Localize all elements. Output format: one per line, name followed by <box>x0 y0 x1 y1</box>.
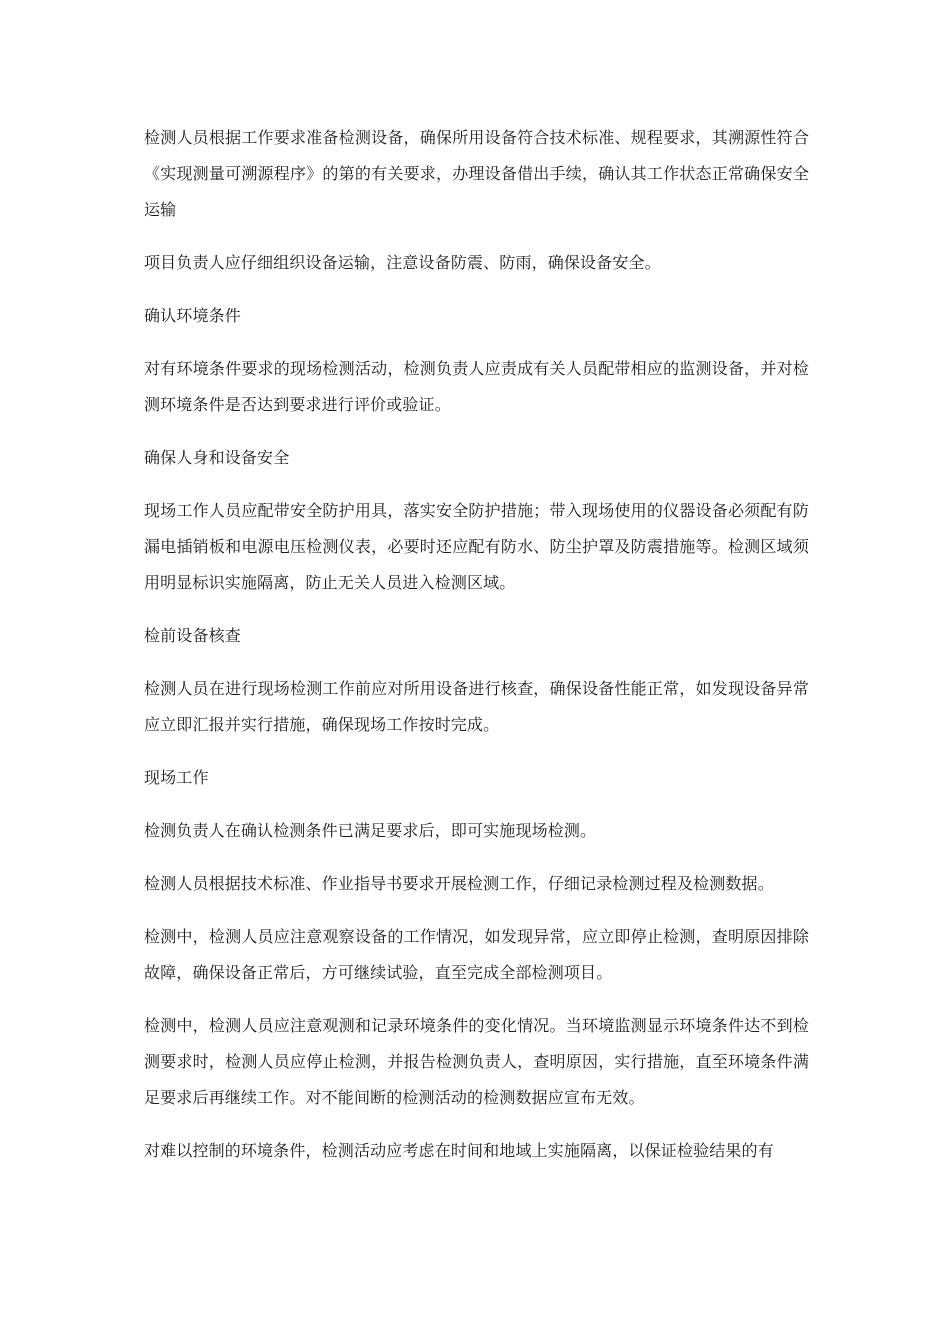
heading-field-work: 现场工作 <box>144 768 209 787</box>
paragraph-isolation: 对难以控制的环境条件，检测活动应考虑在时间和地域上实施隔离，以保证检验结果的有 <box>144 1141 774 1160</box>
paragraph-equipment-anomaly: 检测中，检测人员应注意观察设备的工作情况，如发现异常，应立即停止检测，查明原因排除故障，确保设备正常后，方可继续试验，直至完成全部检测项目。 <box>144 927 809 982</box>
heading-pre-inspection-check: 检前设备核查 <box>144 626 241 645</box>
heading-confirm-environment: 确认环境条件 <box>144 306 241 325</box>
paragraph-equipment-preparation: 检测人员根据工作要求准备检测设备，确保所用设备符合技术标准、规程要求，其溯源性符合《实现测量可溯源程序》的第的有关要求，办理设备借出手续，确认其工作状态正常确保安全运输 <box>144 128 809 219</box>
paragraph-equipment-check: 检测人员在进行现场检测工作前应对所用设备进行核查，确保设备性能正常，如发现设备异常应立即汇报并实行措施，确保现场工作按时完成。 <box>144 679 809 734</box>
paragraph-record-data: 检测人员根据技术标准、作业指导书要求开展检测工作，仔细记录检测过程及检测数据。 <box>144 874 774 893</box>
paragraph-environment-monitoring: 检测中，检测人员应注意观测和记录环境条件的变化情况。当环境监测显示环境条件达不到检测要求时，检测人员应停止检测，并报告检测负责人，查明原因，实行措施，直至环境条件满足要求后再继续工作。对不能间断的检测活动的检测数据应宣布无效。 <box>144 1016 809 1107</box>
paragraph-start-inspection: 检测负责人在确认检测条件已满足要求后，即可实施现场检测。 <box>144 821 597 840</box>
heading-personnel-equipment-safety: 确保人身和设备安全 <box>144 448 290 467</box>
paragraph-safety-measures: 现场工作人员应配带安全防护用具，落实安全防护措施；带入现场使用的仪器设备必须配有防漏电插销板和电源电压检测仪表，必要时还应配有防水、防尘护罩及防震措施等。检测区域须用明显标识实施隔离，防止无关人员进入检测区域。 <box>144 501 809 592</box>
paragraph-equipment-transport: 项目负责人应仔细组织设备运输，注意设备防震、防雨，确保设备安全。 <box>144 253 661 272</box>
paragraph-environment-conditions: 对有环境条件要求的现场检测活动，检测负责人应责成有关人员配带相应的监测设备，并对检测环境条件是否达到要求进行评价或验证。 <box>144 359 809 414</box>
document-body <box>144 120 809 1186</box>
